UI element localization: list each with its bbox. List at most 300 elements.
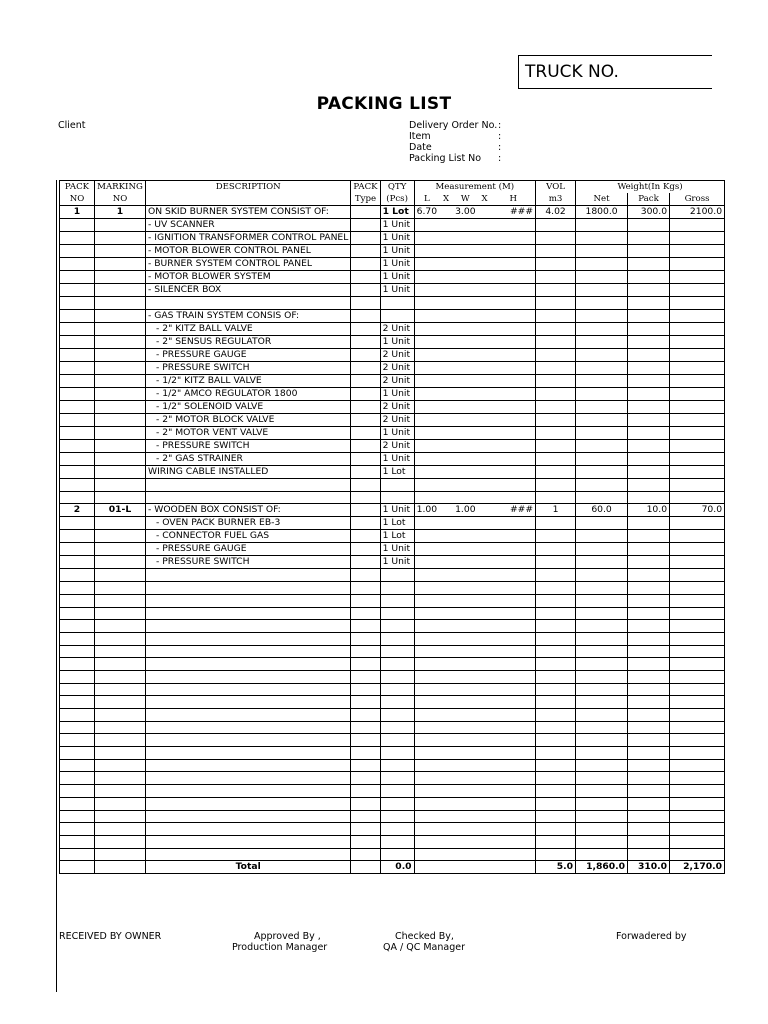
empty-cell	[453, 709, 477, 722]
width-cell	[453, 414, 477, 427]
empty-cell	[536, 658, 576, 671]
empty-cell	[60, 670, 95, 683]
empty-cell	[351, 709, 380, 722]
empty-cell	[95, 696, 146, 709]
empty-cell	[478, 683, 492, 696]
length-cell	[414, 349, 439, 362]
pack-weight-cell	[628, 491, 670, 504]
empty-cell	[146, 721, 351, 734]
empty-row	[60, 848, 725, 861]
empty-row	[60, 823, 725, 836]
empty-row	[60, 772, 725, 785]
empty-cell	[351, 848, 380, 861]
empty-cell	[146, 632, 351, 645]
marking-cell	[95, 258, 146, 271]
empty-cell	[60, 835, 95, 848]
pack-no-cell	[60, 375, 95, 388]
empty-cell	[576, 670, 628, 683]
vol-cell	[536, 258, 576, 271]
empty-cell	[670, 848, 725, 861]
empty-cell	[414, 683, 439, 696]
empty-cell	[670, 810, 725, 823]
empty-cell	[146, 734, 351, 747]
empty-cell	[95, 632, 146, 645]
qty-cell: 1 Lot	[380, 517, 414, 530]
marking-cell	[95, 491, 146, 504]
empty-cell	[576, 759, 628, 772]
gross-cell	[670, 556, 725, 569]
gross-cell	[670, 362, 725, 375]
empty-cell	[95, 594, 146, 607]
pack-type-cell	[351, 453, 380, 466]
empty-cell	[453, 823, 477, 836]
pack-no-cell	[60, 245, 95, 258]
pack-no-cell	[60, 556, 95, 569]
vol-cell	[536, 349, 576, 362]
height-cell	[492, 362, 536, 375]
empty-cell	[146, 823, 351, 836]
width-cell	[453, 245, 477, 258]
table-row	[60, 530, 725, 543]
length-cell	[414, 388, 439, 401]
empty-cell	[492, 721, 536, 734]
empty-cell	[492, 797, 536, 810]
empty-cell	[453, 658, 477, 671]
table-row	[60, 336, 725, 349]
height-cell	[492, 491, 536, 504]
x-cell	[439, 349, 453, 362]
empty-cell	[492, 772, 536, 785]
empty-cell	[576, 721, 628, 734]
table-row	[60, 245, 725, 258]
length-cell	[414, 284, 439, 297]
empty-cell	[628, 569, 670, 582]
col-gross: Gross	[670, 193, 725, 206]
empty-cell	[380, 594, 414, 607]
vol-cell	[536, 362, 576, 375]
x-cell	[478, 491, 492, 504]
marking-cell	[95, 375, 146, 388]
empty-cell	[478, 734, 492, 747]
table-row	[60, 297, 725, 310]
total-qty: 0.0	[380, 861, 414, 874]
pack-weight-cell	[628, 362, 670, 375]
x-cell	[439, 479, 453, 492]
pack-type-cell	[351, 245, 380, 258]
width-cell	[453, 530, 477, 543]
empty-cell	[628, 848, 670, 861]
marking-cell	[95, 349, 146, 362]
table-row	[60, 543, 725, 556]
qty-cell: 1 Lot	[380, 530, 414, 543]
description-cell: - MOTOR BLOWER SYSTEM	[146, 271, 351, 284]
width-cell	[453, 440, 477, 453]
empty-cell	[576, 772, 628, 785]
empty-cell	[351, 670, 380, 683]
empty-cell	[576, 632, 628, 645]
pack-no-cell	[60, 466, 95, 479]
net-cell	[576, 414, 628, 427]
table-row	[60, 375, 725, 388]
vol-cell	[536, 323, 576, 336]
empty-cell	[380, 759, 414, 772]
width-cell	[453, 258, 477, 271]
empty-cell	[453, 569, 477, 582]
empty-cell	[380, 797, 414, 810]
x-cell	[439, 375, 453, 388]
empty-cell	[628, 632, 670, 645]
x-cell	[439, 219, 453, 232]
net-cell	[576, 440, 628, 453]
pack-type-cell	[351, 310, 380, 323]
marking-cell	[95, 362, 146, 375]
col-net: Net	[576, 193, 628, 206]
empty-cell	[670, 785, 725, 798]
empty-cell	[439, 747, 453, 760]
pack-weight-cell: 300.0	[628, 206, 670, 219]
length-cell	[414, 543, 439, 556]
gross-cell	[670, 466, 725, 479]
empty-cell	[60, 683, 95, 696]
pack-weight-cell	[628, 556, 670, 569]
empty-cell	[492, 569, 536, 582]
empty-cell	[95, 709, 146, 722]
col-pack-no-2: NO	[60, 193, 95, 206]
table-row	[60, 232, 725, 245]
gross-cell: 70.0	[670, 504, 725, 517]
net-cell	[576, 427, 628, 440]
marking-cell: 1	[95, 206, 146, 219]
description-cell	[146, 491, 351, 504]
col-qty: QTY	[380, 181, 414, 194]
description-cell	[146, 297, 351, 310]
empty-cell	[536, 772, 576, 785]
vol-cell	[536, 530, 576, 543]
length-cell	[414, 232, 439, 245]
empty-row	[60, 645, 725, 658]
pack-type-cell	[351, 323, 380, 336]
empty-cell	[439, 823, 453, 836]
x-cell	[478, 401, 492, 414]
checked-role: QA / QC Manager	[383, 942, 465, 953]
empty-cell	[453, 747, 477, 760]
marking-cell	[95, 388, 146, 401]
table-row	[60, 362, 725, 375]
empty-cell	[576, 569, 628, 582]
qty-cell: 1 Lot	[380, 466, 414, 479]
x-cell	[439, 504, 453, 517]
empty-cell	[439, 785, 453, 798]
pack-type-cell	[351, 479, 380, 492]
qty-cell: 2 Unit	[380, 401, 414, 414]
empty-cell	[439, 848, 453, 861]
empty-cell	[492, 658, 536, 671]
pack-weight-cell	[628, 453, 670, 466]
pack-weight-cell	[628, 466, 670, 479]
empty-cell	[414, 607, 439, 620]
x-cell	[478, 453, 492, 466]
empty-cell	[670, 670, 725, 683]
width-cell	[453, 517, 477, 530]
marking-cell	[95, 556, 146, 569]
height-cell	[492, 375, 536, 388]
x-cell	[439, 517, 453, 530]
pack-weight-cell	[628, 375, 670, 388]
net-cell: 60.0	[576, 504, 628, 517]
pack-no-cell	[60, 232, 95, 245]
empty-cell	[414, 632, 439, 645]
pack-weight-cell	[628, 388, 670, 401]
length-cell	[414, 245, 439, 258]
empty-cell	[414, 734, 439, 747]
empty-cell	[351, 721, 380, 734]
gross-cell	[670, 479, 725, 492]
empty-cell	[670, 835, 725, 848]
gross-cell	[670, 245, 725, 258]
col-description: DESCRIPTION	[146, 181, 351, 194]
vol-cell	[536, 401, 576, 414]
marking-cell	[95, 466, 146, 479]
empty-cell	[60, 696, 95, 709]
empty-cell	[536, 823, 576, 836]
empty-cell	[492, 759, 536, 772]
qty-cell	[380, 491, 414, 504]
x-cell	[478, 440, 492, 453]
pack-weight-cell	[628, 349, 670, 362]
empty-cell	[628, 607, 670, 620]
table-row	[60, 466, 725, 479]
pack-type-cell	[351, 284, 380, 297]
empty-cell	[146, 569, 351, 582]
empty-cell	[351, 569, 380, 582]
vol-cell	[536, 440, 576, 453]
qty-cell: 1 Unit	[380, 453, 414, 466]
empty-cell	[478, 594, 492, 607]
empty-cell	[60, 607, 95, 620]
x-cell	[478, 271, 492, 284]
gross-cell	[670, 491, 725, 504]
pack-type-cell	[351, 440, 380, 453]
empty-cell	[628, 683, 670, 696]
empty-cell	[670, 569, 725, 582]
gross-cell	[670, 297, 725, 310]
empty-row	[60, 670, 725, 683]
width-cell	[453, 284, 477, 297]
pack-weight-cell	[628, 517, 670, 530]
pack-no-cell	[60, 517, 95, 530]
pack-type-cell	[351, 271, 380, 284]
x-cell	[439, 310, 453, 323]
empty-cell	[492, 835, 536, 848]
width-cell: 3.00	[455, 206, 476, 218]
gross-cell	[670, 401, 725, 414]
description-cell: - 1/2" AMCO REGULATOR 1800	[146, 388, 351, 401]
pack-no-cell	[60, 362, 95, 375]
vol-cell: 1	[536, 504, 576, 517]
empty-cell	[670, 683, 725, 696]
empty-cell	[492, 823, 536, 836]
x-cell	[439, 543, 453, 556]
empty-cell	[628, 823, 670, 836]
marking-cell	[95, 219, 146, 232]
approved-by: Approved By ,	[254, 931, 321, 942]
height-cell	[492, 479, 536, 492]
length-cell	[414, 517, 439, 530]
empty-cell	[628, 835, 670, 848]
width-cell	[453, 310, 477, 323]
client-label: Client	[58, 120, 86, 131]
field-label: Delivery Order No.	[409, 120, 498, 131]
x-cell	[439, 388, 453, 401]
empty-cell	[60, 810, 95, 823]
empty-cell	[414, 747, 439, 760]
empty-cell	[60, 747, 95, 760]
x-cell	[439, 440, 453, 453]
empty-cell	[478, 696, 492, 709]
empty-cell	[576, 709, 628, 722]
length-cell	[414, 362, 439, 375]
length-cell	[414, 258, 439, 271]
empty-cell	[576, 747, 628, 760]
empty-cell	[628, 734, 670, 747]
empty-cell	[478, 582, 492, 595]
empty-cell	[60, 721, 95, 734]
empty-cell	[576, 823, 628, 836]
marking-cell	[95, 414, 146, 427]
x-cell	[439, 530, 453, 543]
width-cell	[453, 323, 477, 336]
description-cell: - 2" MOTOR BLOCK VALVE	[146, 414, 351, 427]
empty-cell	[95, 772, 146, 785]
qty-cell: 2 Unit	[380, 440, 414, 453]
x-cell	[478, 427, 492, 440]
marking-cell	[95, 336, 146, 349]
gross-cell	[670, 232, 725, 245]
marking-cell	[95, 310, 146, 323]
empty-cell	[60, 797, 95, 810]
empty-cell	[536, 683, 576, 696]
pack-no-cell	[60, 323, 95, 336]
net-cell	[576, 336, 628, 349]
empty-cell	[670, 747, 725, 760]
empty-cell	[439, 683, 453, 696]
pack-weight-cell	[628, 440, 670, 453]
marking-cell	[95, 440, 146, 453]
empty-cell	[146, 607, 351, 620]
empty-cell	[351, 823, 380, 836]
empty-cell	[95, 785, 146, 798]
pack-no-cell	[60, 479, 95, 492]
pack-no-cell	[60, 388, 95, 401]
table-row	[60, 517, 725, 530]
table-row	[60, 258, 725, 271]
gross-cell	[670, 543, 725, 556]
total-label: Total	[146, 861, 351, 874]
length-cell	[414, 401, 439, 414]
empty-cell	[414, 594, 439, 607]
x-cell	[478, 206, 492, 219]
qty-cell: 2 Unit	[380, 375, 414, 388]
gross-cell	[670, 323, 725, 336]
x-cell	[439, 206, 453, 219]
empty-cell	[414, 582, 439, 595]
empty-cell	[146, 797, 351, 810]
net-cell	[576, 258, 628, 271]
width-cell	[453, 271, 477, 284]
marking-cell	[95, 530, 146, 543]
empty-cell	[439, 658, 453, 671]
length-cell	[414, 479, 439, 492]
empty-cell	[576, 594, 628, 607]
vol-cell	[536, 219, 576, 232]
empty-cell	[351, 645, 380, 658]
pack-no-cell	[60, 336, 95, 349]
empty-cell	[380, 658, 414, 671]
empty-cell	[536, 797, 576, 810]
empty-cell	[478, 835, 492, 848]
empty-cell	[439, 721, 453, 734]
empty-cell	[95, 823, 146, 836]
empty-cell	[670, 632, 725, 645]
empty-cell	[60, 594, 95, 607]
x-cell	[478, 479, 492, 492]
net-cell	[576, 271, 628, 284]
gross-cell	[670, 388, 725, 401]
col-pack: Pack	[628, 193, 670, 206]
empty-cell	[628, 721, 670, 734]
empty-cell	[628, 582, 670, 595]
height-cell	[492, 310, 536, 323]
empty-cell	[414, 810, 439, 823]
table-row	[60, 271, 725, 284]
qty-cell: 1 Unit	[380, 427, 414, 440]
table-row	[60, 310, 725, 323]
empty-cell	[439, 594, 453, 607]
empty-cell	[414, 658, 439, 671]
empty-cell	[146, 645, 351, 658]
qty-cell: 1 Unit	[380, 388, 414, 401]
empty-cell	[576, 734, 628, 747]
empty-cell	[351, 734, 380, 747]
empty-cell	[380, 835, 414, 848]
marking-cell	[95, 245, 146, 258]
empty-cell	[478, 569, 492, 582]
empty-cell	[536, 632, 576, 645]
length-cell	[414, 375, 439, 388]
empty-cell	[414, 721, 439, 734]
x-cell	[439, 401, 453, 414]
empty-cell	[146, 848, 351, 861]
empty-cell	[478, 709, 492, 722]
empty-cell	[439, 797, 453, 810]
empty-cell	[628, 620, 670, 633]
empty-cell	[576, 607, 628, 620]
empty-cell	[380, 709, 414, 722]
empty-row	[60, 696, 725, 709]
x-cell	[439, 556, 453, 569]
table-row	[60, 414, 725, 427]
empty-cell	[146, 709, 351, 722]
pack-weight-cell	[628, 543, 670, 556]
empty-cell	[60, 785, 95, 798]
length-cell	[414, 530, 439, 543]
page-title: PACKING LIST	[316, 94, 452, 114]
vol-cell	[536, 232, 576, 245]
pack-no-cell	[60, 427, 95, 440]
empty-cell	[439, 645, 453, 658]
gross-cell	[670, 310, 725, 323]
pack-no-cell	[60, 440, 95, 453]
